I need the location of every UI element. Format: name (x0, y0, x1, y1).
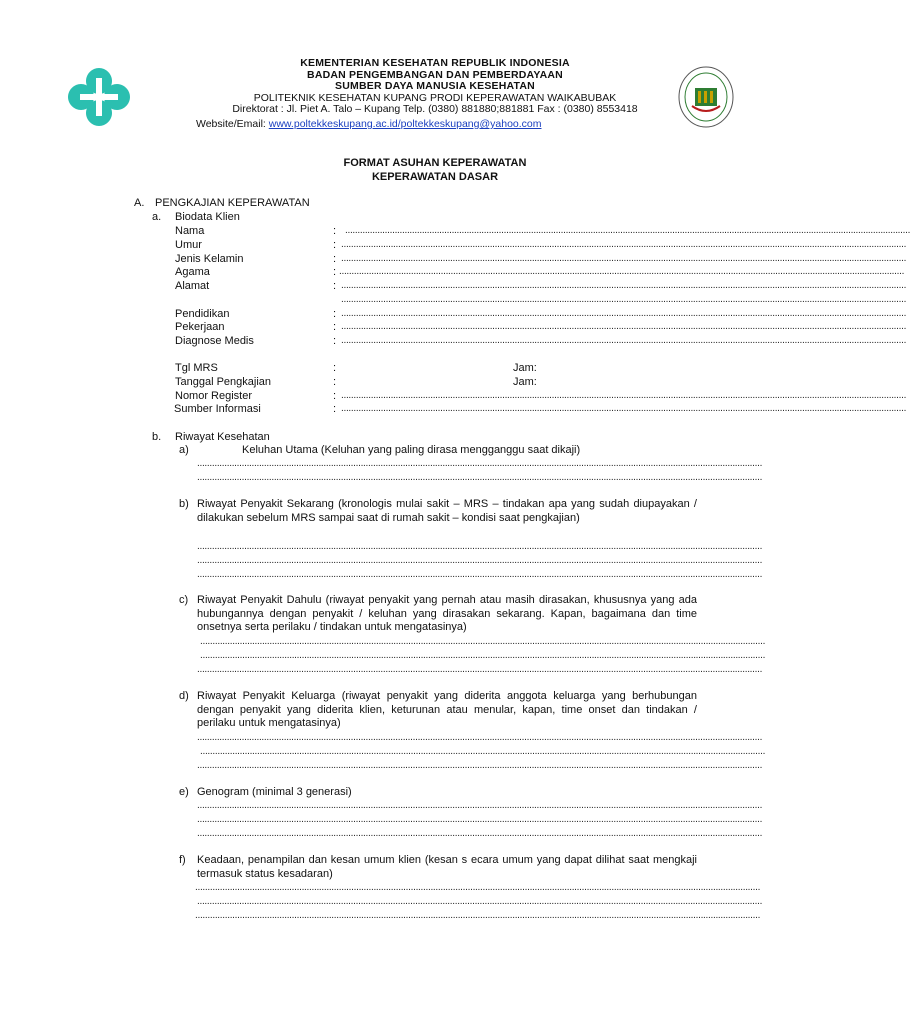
item-f-text: Keadaan, penampilan dan kesan umum klien (kesan s ecara umum yang dapat dilihat saat mengkaji termasuk status kesadaran) (197, 854, 697, 880)
field-label-diagnose: Diagnose Medis (175, 335, 254, 347)
fill-line-alamat-1[interactable]: .................................................................................................................................................................................................................................... (341, 280, 907, 291)
colon: : (333, 253, 337, 265)
colon: : (333, 266, 337, 278)
fill-line-d-3[interactable]: .................................................................................................................................................................................................................................... (197, 760, 763, 771)
fill-line-f-3[interactable]: .................................................................................................................................................................................................................................... (195, 910, 761, 921)
fill-line-a-2[interactable]: .................................................................................................................................................................................................................................... (197, 472, 763, 483)
field-label-jam: Jam: (513, 376, 537, 388)
colon: : (333, 225, 337, 237)
fill-line-e-1[interactable]: .................................................................................................................................................................................................................................... (197, 800, 763, 811)
subsection-b-title: Riwayat Kesehatan (175, 431, 270, 443)
fill-line-b-2[interactable]: .................................................................................................................................................................................................................................... (197, 555, 763, 566)
section-a-marker: A. (134, 197, 145, 209)
field-label-tgl-mrs: Tgl MRS (175, 362, 218, 374)
fill-line-alamat-2[interactable]: .................................................................................................................................................................................................................................... (341, 294, 907, 305)
fill-line-f-2[interactable]: .................................................................................................................................................................................................................................... (197, 896, 763, 907)
item-c-marker: c) (179, 594, 189, 606)
colon: : (333, 376, 337, 388)
fill-line-jenis-kelamin[interactable]: .................................................................................................................................................................................................................................... (341, 253, 907, 264)
item-e-marker: e) (179, 786, 189, 798)
form-subtitle: KEPERAWATAN DASAR (371, 171, 499, 183)
field-label-sumber-informasi: Sumber Informasi (174, 403, 261, 415)
field-label-nomor-register: Nomor Register (175, 390, 253, 402)
fill-line-nomor-register[interactable]: .................................................................................................................................................................................................................................... (341, 390, 907, 401)
website-line (196, 118, 542, 130)
field-label-nama: Nama (175, 225, 205, 237)
fill-line-b-1[interactable]: .................................................................................................................................................................................................................................... (197, 541, 763, 552)
subsection-b-marker: b. (152, 431, 162, 443)
fill-line-sumber-informasi[interactable]: .................................................................................................................................................................................................................................... (341, 403, 907, 414)
field-label-agama: Agama (175, 266, 210, 278)
form-title: FORMAT ASUHAN KEPERAWATAN (343, 157, 527, 169)
fill-line-pendidikan[interactable]: .................................................................................................................................................................................................................................... (341, 308, 907, 319)
fill-line-pekerjaan[interactable]: .................................................................................................................................................................................................................................... (341, 321, 907, 332)
fill-line-c-3[interactable]: .................................................................................................................................................................................................................................... (197, 664, 763, 675)
fill-line-d-2[interactable]: .................................................................................................................................................................................................................................... (200, 746, 766, 757)
subsection-a-marker: a. (152, 211, 162, 223)
colon: : (333, 403, 337, 415)
colon: : (333, 362, 337, 374)
colon: : (333, 308, 337, 320)
item-a-text: Keluhan Utama (Keluhan yang paling dirasa mengganggu saat dikaji) (242, 444, 581, 456)
item-b-marker: b) (179, 498, 189, 510)
website-link[interactable]: www.poltekkeskupang.ac.id/poltekkeskupang@yahoo.com (268, 118, 542, 130)
fill-line-umur[interactable]: .................................................................................................................................................................................................................................... (341, 239, 907, 250)
kemenkes-logo (64, 64, 134, 130)
poltekkes-seal (678, 66, 734, 128)
colon: : (333, 280, 337, 292)
item-a-marker: a) (179, 444, 189, 456)
fill-line-agama[interactable]: .................................................................................................................................................................................................................................... (339, 266, 905, 277)
item-d-marker: d) (179, 690, 189, 702)
agency-subname: SUMBER DAYA MANUSIA KESEHATAN (335, 80, 535, 92)
item-b-text: Riwayat Penyakit Sekarang (kronologis mulai sakit – MRS – tindakan apa yang sudah diupayakan / dilakukan sebelum MRS sampai saat di rumah sakit – kondisi saat pengkajian) (197, 498, 697, 524)
fill-line-e-3[interactable]: .................................................................................................................................................................................................................................... (197, 828, 763, 839)
field-label-tanggal-pengkajian: Tanggal Pengkajian (175, 376, 272, 388)
fill-line-a-1[interactable]: .................................................................................................................................................................................................................................... (197, 458, 763, 469)
colon: : (333, 390, 337, 402)
fill-line-c-2[interactable]: .................................................................................................................................................................................................................................... (200, 650, 766, 661)
ministry-name: KEMENTERIAN KESEHATAN REPUBLIK INDONESIA (300, 57, 570, 69)
website-label: Website/Email: (196, 118, 266, 130)
item-e-text: Genogram (minimal 3 generasi) (197, 786, 352, 798)
agency-name: BADAN PENGEMBANGAN DAN PEMBERDAYAAN (307, 68, 563, 81)
fill-line-nama[interactable]: .................................................................................................................................................................................................................................... (345, 225, 910, 236)
field-label-alamat: Alamat (175, 280, 210, 292)
section-a-title: PENGKAJIAN KEPERAWATAN (155, 197, 310, 209)
institution-name: POLITEKNIK KESEHATAN KUPANG PRODI KEPERAWATAN WAIKABUBAK (253, 91, 617, 104)
field-label-pekerjaan: Pekerjaan (175, 321, 225, 333)
field-label-jenis-kelamin: Jenis Kelamin (175, 253, 244, 265)
fill-line-e-2[interactable]: .................................................................................................................................................................................................................................... (197, 814, 763, 825)
field-label-jam: Jam: (513, 362, 537, 374)
field-label-pendidikan: Pendidikan (175, 308, 230, 320)
colon: : (333, 335, 337, 347)
fill-line-diagnose[interactable]: .................................................................................................................................................................................................................................... (341, 335, 907, 346)
item-f-marker: f) (179, 854, 186, 866)
item-d-text: Riwayat Penyakit Keluarga (riwayat penyakit yang diderita anggota keluarga yang berhubungan dengan penyakit yang diderita klien, keturunan atau menular, kapan, time onset dan tindakan / perilaku untuk mengatasinya) (197, 690, 697, 730)
field-label-umur: Umur (175, 239, 202, 251)
fill-line-b-3[interactable]: .................................................................................................................................................................................................................................... (197, 569, 763, 580)
fill-line-c-1[interactable]: .................................................................................................................................................................................................................................... (200, 636, 766, 647)
letterhead (160, 58, 710, 116)
colon: : (333, 239, 337, 251)
colon: : (333, 321, 337, 333)
fill-line-f-1[interactable]: .................................................................................................................................................................................................................................... (195, 882, 761, 893)
subsection-a-title: Biodata Klien (175, 211, 240, 223)
address-line: Direktorat : Jl. Piet A. Talo – Kupang Telp. (0380) 881880;881881 Fax : (0380) 8553418 (232, 103, 638, 115)
item-c-text: Riwayat Penyakit Dahulu (riwayat penyakit yang pernah atau masih dirasakan, khususnya yang ada hubungannya dengan penyakit / keluhan yang dirasakan sekarang. Kapan, bagaimana dan time onsetnya serta perilaku / tindakan untuk mengatasinya) (197, 594, 697, 634)
fill-line-d-1[interactable]: .................................................................................................................................................................................................................................... (197, 732, 763, 743)
